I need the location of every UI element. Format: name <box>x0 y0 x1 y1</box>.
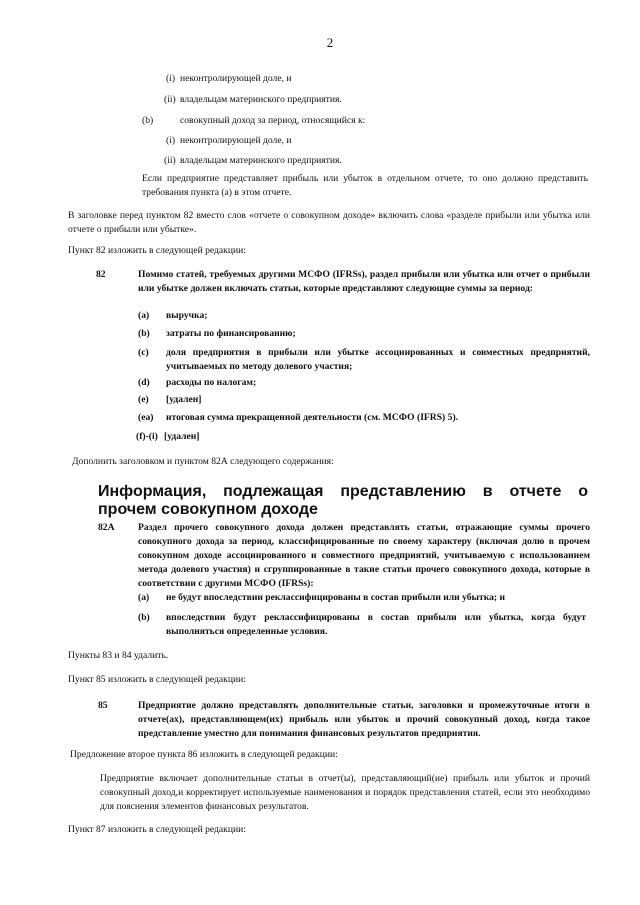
list-mark: (b) <box>138 328 150 339</box>
list-text: не будут впоследствии реклассифицированы в состав прибыли или убытка; и <box>166 592 506 603</box>
instruction-heading-82: В заголовке перед пунктом 82 вместо слов «отчете о совокупном доходе» включить слова «разделе прибыли или убытка или отчете о прибыли или убытке». <box>68 210 590 235</box>
list-text: доля предприятия в прибыли или убытке ассоциированных и совместных предприятий, учитываемых по методу долевого участия; <box>166 347 590 372</box>
list-mark: (ea) <box>138 412 154 423</box>
list-text: владельцам материнского предприятия. <box>180 155 342 166</box>
list-mark: (c) <box>138 347 149 358</box>
list-mark: (ii) <box>164 94 176 105</box>
list-mark: (i) <box>166 135 176 146</box>
list-mark: (d) <box>138 377 150 388</box>
paragraph-number: 82A <box>98 522 115 533</box>
instruction-87: Пункт 87 изложить в следующей редакции: <box>68 824 246 835</box>
list-text: [удален] <box>164 431 200 442</box>
paragraph-text: Раздел прочего совокупного дохода должен представлять статьи, отражающие суммы прочего совокупного дохода за период, классифицированные по своему характеру (включая долю в прочем совокупном доходе ассоциированного и совместного предприятий, учитываемую с использованием метода долевого участия) и сгруппированные в такие статьи прочего совокупного дохода, которые в соответствии с другими МСФО (IFRSs): <box>138 522 590 589</box>
list-mark: (i) <box>166 73 176 84</box>
instruction-82a: Дополнить заголовком и пунктом 82А следующего содержания: <box>72 456 334 467</box>
section-heading: Информация, подлежащая представлению в отчете о прочем совокупном доходе <box>98 483 588 518</box>
list-text: выручка; <box>166 310 208 321</box>
instruction-86: Предложение второе пункта 86 изложить в следующей редакции: <box>70 749 338 760</box>
paragraph-text: Предприятие должно представлять дополнительные статьи, заголовки и промежуточные итоги в отчете(ах), представляющем(их) прибыль или убыток и прочий совокупный доход, когда такое представление уместно для понимания финансовых результатов предприятия. <box>138 700 590 739</box>
list-mark: (b) <box>142 115 154 126</box>
list-mark: (ii) <box>164 155 176 166</box>
paragraph-number: 82 <box>96 269 106 280</box>
list-text: неконтролирующей доле, и <box>180 135 292 146</box>
list-mark: (b) <box>138 612 150 623</box>
separate-statement-paragraph: Если предприятие представляет прибыль или убыток в отдельном отчете, то оно должно представить требования пункта (а) в этом отчете. <box>142 173 588 198</box>
paragraph-text: Помимо статей, требуемых другими МСФО (IFRSs), раздел прибыли или убытка или отчет о прибыли или убытке должен включать статьи, которые представляют следующие суммы за период: <box>138 269 590 294</box>
list-text: неконтролирующей доле, и <box>180 73 292 84</box>
list-text: владельцам материнского предприятия. <box>180 94 342 105</box>
instruction-para-82: Пункт 82 изложить в следующей редакции: <box>68 245 246 256</box>
paragraph-86-text: Предприятие включает дополнительные статьи в отчет(ы), представляющий(ие) прибыль или убыток и прочий совокупный доход,и корректирует используемые наименования и порядок представления статей, если это необходимо для пояснения элементов финансовых результатов. <box>100 773 590 812</box>
list-text: итоговая сумма прекращенной деятельности (см. МСФО (IFRS) 5). <box>166 412 459 423</box>
list-text: [удален] <box>166 394 202 405</box>
list-mark: (f)-(i) <box>136 431 158 442</box>
list-text: расходы по налогам; <box>166 377 257 388</box>
list-mark: (e) <box>138 394 149 405</box>
page-number: 2 <box>326 35 334 50</box>
list-mark: (a) <box>138 310 150 321</box>
list-text: совокупный доход за период, относящийся к: <box>180 115 366 126</box>
list-text: впоследствии будут реклассифицированы в состав прибыли или убытка, когда будут выполняться определенные условия. <box>166 612 586 637</box>
instruction-85: Пункт 85 изложить в следующей редакции: <box>68 674 246 685</box>
list-text: затраты по финансированию; <box>166 328 296 339</box>
list-mark: (a) <box>138 592 150 603</box>
paragraph-number: 85 <box>98 700 108 711</box>
instruction-83-84: Пункты 83 и 84 удалить. <box>68 650 169 661</box>
